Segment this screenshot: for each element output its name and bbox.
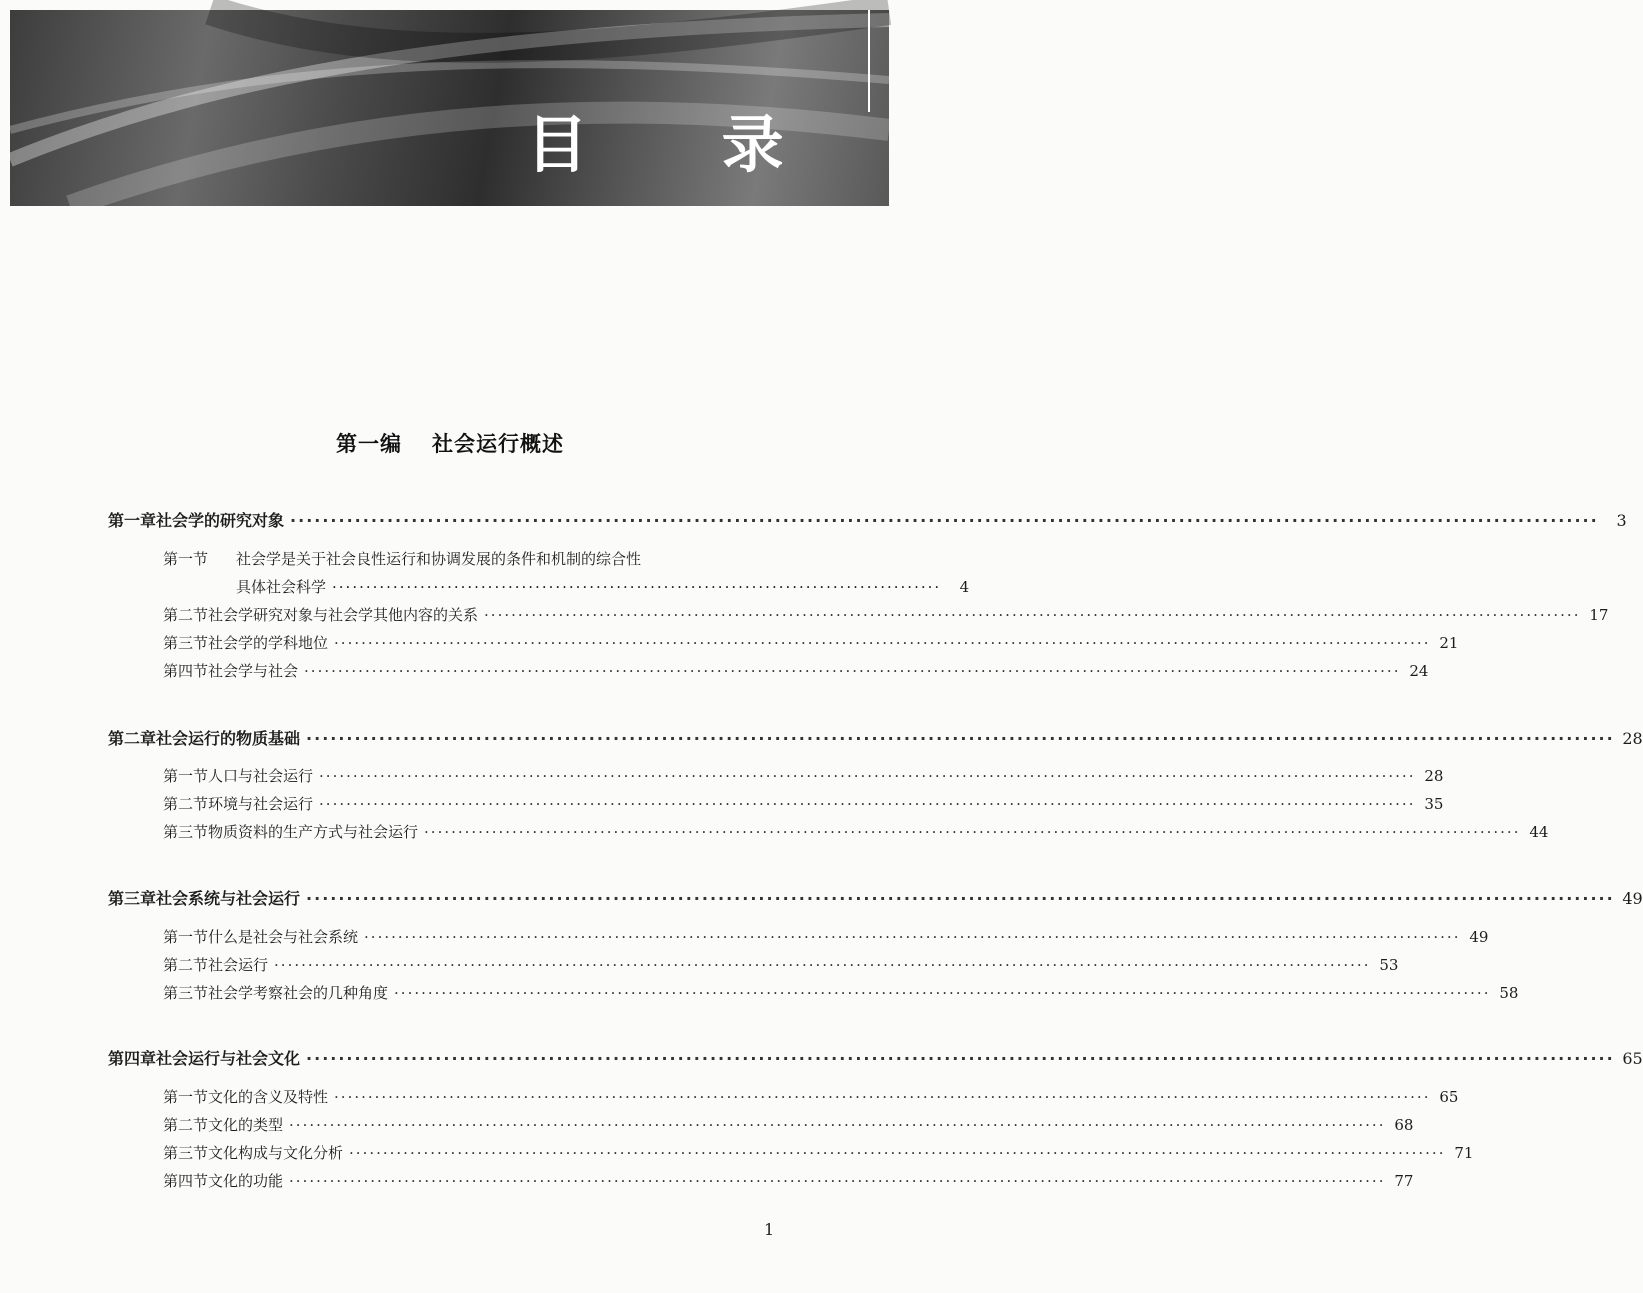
section-label: 第一节: [163, 767, 209, 785]
leader-dots: [334, 1088, 1430, 1106]
section-label: 第一节: [163, 1088, 209, 1106]
section-page: 71: [1454, 1144, 1474, 1162]
section-page: 28: [1424, 767, 1444, 785]
leader-dots: ··························································································: [332, 578, 942, 596]
section-title: 物质资料的生产方式与社会运行: [208, 823, 419, 841]
toc-section-1-4[interactable]: [163, 660, 1429, 681]
section-label: 第四节: [163, 662, 209, 680]
toc-section-3-1[interactable]: [163, 926, 1489, 947]
section-label: 第三节: [163, 984, 209, 1002]
section-title: 社会学的学科地位: [208, 634, 329, 652]
leader-dots: [484, 606, 1580, 624]
toc-section-4-4[interactable]: [163, 1170, 1414, 1191]
chapter-page: 3: [1616, 511, 1627, 530]
leader-dots: [319, 767, 1415, 785]
part-heading: [0, 428, 900, 458]
leader-dots: [306, 1049, 1615, 1068]
leader-dots: [394, 984, 1490, 1002]
section-title: 社会学是关于社会良性运行和协调发展的条件和机制的综合性: [236, 550, 642, 568]
section-title: 文化的含义及特性: [208, 1088, 329, 1106]
chapter-title: 社会学的研究对象: [156, 511, 285, 530]
leader-dots: [306, 729, 1615, 748]
section-title: 文化构成与文化分析: [208, 1144, 344, 1162]
section-title-continued: 具体社会科学: [236, 578, 327, 596]
toc-section-4-3[interactable]: [163, 1142, 1474, 1163]
chapter-title: 社会运行与社会文化: [156, 1049, 301, 1068]
section-title: 什么是社会与社会系统: [208, 928, 359, 946]
chapter-label: 第三章: [108, 889, 157, 908]
leader-dots: [290, 511, 1599, 530]
section-title: 文化的类型: [208, 1116, 284, 1134]
section-label: 第二节: [163, 956, 209, 974]
toc-section-3-2[interactable]: [163, 954, 1399, 975]
part-title: 社会运行概述: [432, 432, 564, 456]
chapter-label: 第一章: [108, 511, 157, 530]
section-title: 社会学与社会: [208, 662, 299, 680]
section-title: 环境与社会运行: [208, 795, 314, 813]
toc-section-1-3[interactable]: [163, 632, 1459, 653]
section-page: 53: [1379, 956, 1399, 974]
toc-section-3-3[interactable]: [163, 982, 1519, 1003]
section-page: 44: [1529, 823, 1549, 841]
toc-section-1-1[interactable]: [163, 548, 776, 569]
section-page: 21: [1439, 634, 1459, 652]
section-title: 社会学研究对象与社会学其他内容的关系: [208, 606, 479, 624]
section-page: 77: [1394, 1172, 1414, 1190]
chapter-title: 社会系统与社会运行: [156, 889, 301, 908]
toc-chapter-4[interactable]: [108, 1046, 1643, 1069]
toc-chapter-2[interactable]: [108, 726, 1643, 749]
leader-dots: [289, 1116, 1385, 1134]
section-label: 第一节: [163, 550, 209, 568]
leader-dots: [306, 889, 1615, 908]
section-label: 第二节: [163, 606, 209, 624]
leader-dots: [424, 823, 1520, 841]
section-page: 58: [1499, 984, 1519, 1002]
section-page: 65: [1439, 1088, 1459, 1106]
leader-dots: [304, 662, 1400, 680]
chapter-page: 49: [1622, 889, 1643, 908]
leader-dots: [364, 928, 1460, 946]
section-label: 第一节: [163, 928, 209, 946]
toc-section-1-1-continuation[interactable]: [236, 576, 970, 597]
page-number: 1: [764, 1220, 775, 1239]
section-label: 第三节: [163, 1144, 209, 1162]
toc-chapter-1[interactable]: [108, 508, 1627, 531]
section-page: 4: [959, 578, 970, 596]
section-page: 68: [1394, 1116, 1414, 1134]
chapter-page: 28: [1622, 729, 1643, 748]
toc-section-4-2[interactable]: [163, 1114, 1414, 1135]
leader-dots: [319, 795, 1415, 813]
section-title: 人口与社会运行: [208, 767, 314, 785]
section-page: 49: [1469, 928, 1489, 946]
section-title: 社会学考察社会的几种角度: [208, 984, 389, 1002]
section-label: 第二节: [163, 795, 209, 813]
section-title: 文化的功能: [208, 1172, 284, 1190]
leader-dots: [274, 956, 1370, 974]
header-banner: [10, 10, 889, 206]
section-label: 第三节: [163, 634, 209, 652]
chapter-label: 第四章: [108, 1049, 157, 1068]
toc-section-4-1[interactable]: [163, 1086, 1459, 1107]
toc-section-1-2[interactable]: [163, 604, 1609, 625]
leader-dots: [349, 1144, 1445, 1162]
toc-section-2-1[interactable]: [163, 765, 1444, 786]
chapter-page: 65: [1622, 1049, 1643, 1068]
section-label: 第三节: [163, 823, 209, 841]
page-title: 目 录: [526, 108, 840, 181]
chapter-label: 第二章: [108, 729, 157, 748]
leader-dots: [334, 634, 1430, 652]
section-page: 35: [1424, 795, 1444, 813]
chapter-title: 社会运行的物质基础: [156, 729, 301, 748]
section-title: 社会运行: [208, 956, 269, 974]
toc-chapter-3[interactable]: [108, 886, 1643, 909]
section-page: 17: [1589, 606, 1609, 624]
section-label: 第二节: [163, 1116, 209, 1134]
banner-vertical-rule: [868, 10, 870, 112]
toc-section-2-2[interactable]: [163, 793, 1444, 814]
leader-dots: [289, 1172, 1385, 1190]
toc-section-2-3[interactable]: [163, 821, 1549, 842]
part-label: 第一编: [336, 432, 402, 456]
section-page: 24: [1409, 662, 1429, 680]
section-label: 第四节: [163, 1172, 209, 1190]
